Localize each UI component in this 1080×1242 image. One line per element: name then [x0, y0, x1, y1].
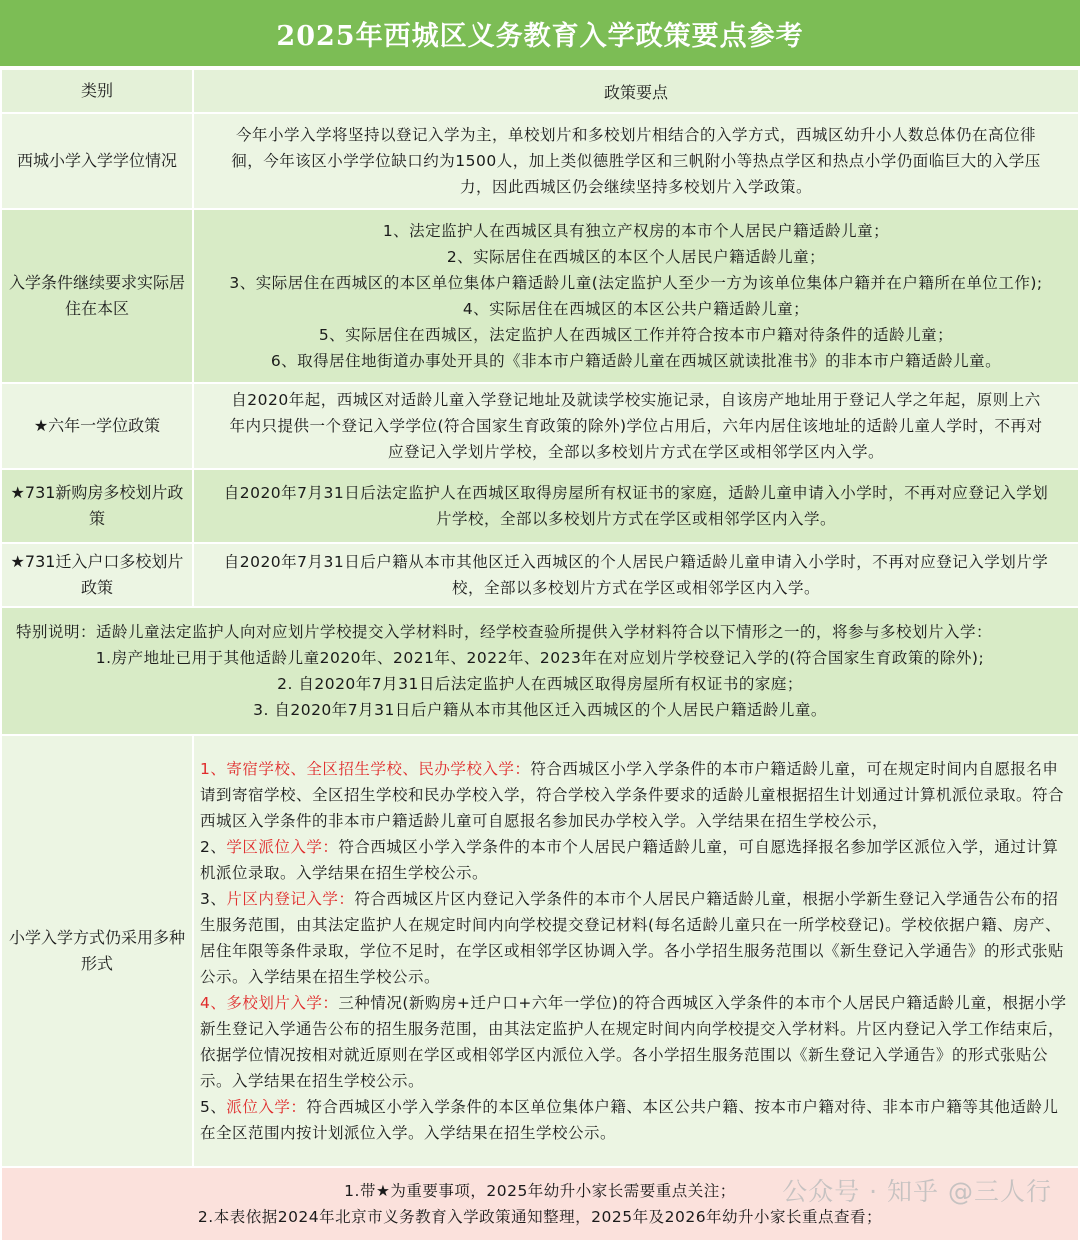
way-item: [200, 1094, 1072, 1146]
table-row: [1, 209, 1079, 383]
text-line: 2. 自2020年7月31日后法定监护人在西城区取得房屋所有权证书的家庭；: [277, 675, 803, 693]
row-category: ★731迁入户口多校划片政策: [1, 543, 193, 607]
text-line: 片学校，全部以多校划片方式在学区或相邻学区内入学。: [435, 510, 836, 528]
text-line: 自2020年起，西城区对适龄儿童入学登记地址及就读学校实施记录，自该房产地址用于登记人学之年起，原则上六: [231, 391, 1041, 409]
table-row: [1, 113, 1079, 209]
footer-line: 2.本表依据2024年北京市义务教育入学政策通知整理，2025年及2026年幼升小家长重点查看；: [197, 1208, 883, 1226]
text-line: 6、取得居住地街道办事处开具的《非本市户籍适龄儿童在西城区就读批准书》的非本市户籍适龄儿童。: [270, 352, 1002, 370]
footer-line: 1.带★为重要事项，2025年幼升小家长需要重点关注；: [344, 1182, 736, 1200]
header-category: 类别: [1, 69, 193, 113]
special-note: [1, 607, 1079, 735]
text-line: 3、实际居住在西城区的本区单位集体户籍适龄儿童(法定监护人至少一方为该单位集体户籍并在户籍所在单位工作);: [229, 274, 1043, 292]
way-number: 2、: [200, 838, 227, 856]
way-label: 片区内登记入学：: [226, 890, 355, 908]
way-text: 符合西城区小学入学条件的本区单位集体户籍、本区公共户籍、按本市户籍对待、非本市户籍等其他适龄儿在全区范围内按计划派位入学。入学结果在招生学校公示。: [200, 1098, 1059, 1142]
row-content: [193, 469, 1079, 543]
way-item: [200, 990, 1072, 1094]
text-line: 自2020年7月31日后户籍从本市其他区迁入西城区的个人居民户籍适龄儿童申请入小学时，不再对应登记入学划片学: [223, 553, 1049, 571]
row-category: 入学条件继续要求实际居住在本区: [1, 209, 193, 383]
text-line: 年内只提供一个登记入学学位(符合国家生育政策的除外)学位占用后，六年内居住该地址的适龄儿童人学时，不再对: [229, 417, 1043, 435]
text-line: 校，全部以多校划片方式在学区或相邻学区内入学。: [451, 579, 820, 597]
row-category: ★731新购房多校划片政策: [1, 469, 193, 543]
way-text: 三种情况(新购房+迁户口+六年一学位)的符合西城区入学条件的本市个人居民户籍适龄儿童，根据小学新生登记入学通告公布的招生服务范围，由其法定监护人在规定时间内向学校提交入学材料。片区内登记入学工作结束后，依据学位情况按相对就近原则在学区或相邻学区内派位入学。各小学招生服务范围以《新生登记入学通告》的形式张贴公示。入学结果在招生学校公示。: [200, 994, 1067, 1090]
way-item: [200, 886, 1072, 990]
header-policy: 政策要点: [193, 69, 1079, 113]
way-number: 3、: [200, 890, 227, 908]
text-line: 1.房产地址已用于其他适龄儿童2020年、2021年、2022年、2023年在对应划片学校登记入学的(符合国家生育政策的除外);: [95, 649, 985, 667]
table-row: [1, 543, 1079, 607]
special-note-row: [1, 607, 1079, 735]
watermark: 公众号 · 知乎 @三人行: [782, 1177, 1052, 1206]
way-label: 学区派位入学：: [226, 838, 339, 856]
table-row: [1, 383, 1079, 469]
row-content: [193, 113, 1079, 209]
table-row: [1, 469, 1079, 543]
way-text: 符合西城区小学入学条件的本市户籍适龄儿童，可在规定时间内自愿报名申请到寄宿学校、全区招生学校和民办学校入学，符合学校入学条件要求的适龄儿童根据招生计划通过计算机派位录取。符合西城区入学条件的非本市户籍适龄儿童可自愿报名参加民办学校入学。入学结果在招生学校公示，: [200, 760, 1065, 830]
text-line: 2、实际居住在西城区的本区个人居民户籍适龄儿童；: [446, 248, 826, 266]
text-line: 4、实际居住在西城区的本区公共户籍适龄儿童；: [462, 300, 810, 318]
way-label: 4、多校划片入学：: [200, 994, 339, 1012]
way-number: 5、: [200, 1098, 227, 1116]
text-line: 应登记入学划片学校，全部以多校划片方式在学区或相邻学区内入学。: [387, 443, 884, 461]
table-header: [1, 69, 1079, 113]
text-line: 1、法定监护人在西城区具有独立产权房的本市个人居民户籍适龄儿童；: [382, 222, 890, 240]
row-content: [193, 543, 1079, 607]
row-content: [193, 209, 1079, 383]
admission-ways: [193, 735, 1079, 1167]
way-text: 符合西城区片区内登记入学条件的本市个人居民户籍适龄儿童，根据小学新生登记入学通告公布的招生服务范围，由其法定监护人在规定时间内向学校提交登记材料(每名适龄儿童只在一所学校登记)。学校依据户籍、房产、居住年限等条件录取，学位不足时，在学区或相邻学区协调入学。各小学招生服务范围以《新生登记入学通告》的形式张贴公示。入学结果在招生学校公示。: [200, 890, 1065, 986]
page-title: 2025年西城区义务教育入学政策要点参考: [0, 0, 1080, 68]
way-item: [200, 756, 1072, 834]
way-text: 符合西城区小学入学条件的本市个人居民户籍适龄儿童，可自愿选择报名参加学区派位入学，通过计算机派位录取。入学结果在招生学校公示。: [200, 838, 1059, 882]
text-line: 徊，今年该区小学学位缺口约为1500人，加上类似德胜学区和三帆附小等热点学区和热点小学仍面临巨大的入学压: [231, 152, 1041, 170]
text-line: 今年小学入学将坚持以登记入学为主，单校划片和多校划片相结合的入学方式，西城区幼升小人数总体仍在高位徘: [235, 126, 1036, 144]
row-category: 西城小学入学学位情况: [1, 113, 193, 209]
text-line: 3. 自2020年7月31日后户籍从本市其他区迁入西城区的个人居民户籍适龄儿童。: [253, 701, 827, 719]
policy-table: [0, 68, 1080, 1242]
text-line: 力，因此西城区仍会继续坚持多校划片入学政策。: [459, 178, 812, 196]
text-line: 5、实际居住在西城区，法定监护人在西城区工作并符合按本市户籍对待条件的适龄儿童；: [318, 326, 954, 344]
text-line: 自2020年7月31日后法定监护人在西城区取得房屋所有权证书的家庭，适龄儿童申请入小学时，不再对应登记入学划: [223, 484, 1049, 502]
way-label: 1、寄宿学校、全区招生学校、民办学校入学：: [200, 760, 531, 778]
row-content: [193, 383, 1079, 469]
way-item: [200, 834, 1072, 886]
table-row: [1, 735, 1079, 1167]
way-label: 派位入学：: [226, 1098, 307, 1116]
row-category: ★六年一学位政策: [1, 383, 193, 469]
special-note-intro: 特别说明：适龄儿童法定监护人向对应划片学校提交入学材料时，经学校查验所提供入学材料符合以下情形之一的，将参与多校划片入学：: [16, 623, 993, 641]
row-category: 小学入学方式仍采用多种形式: [1, 735, 193, 1167]
